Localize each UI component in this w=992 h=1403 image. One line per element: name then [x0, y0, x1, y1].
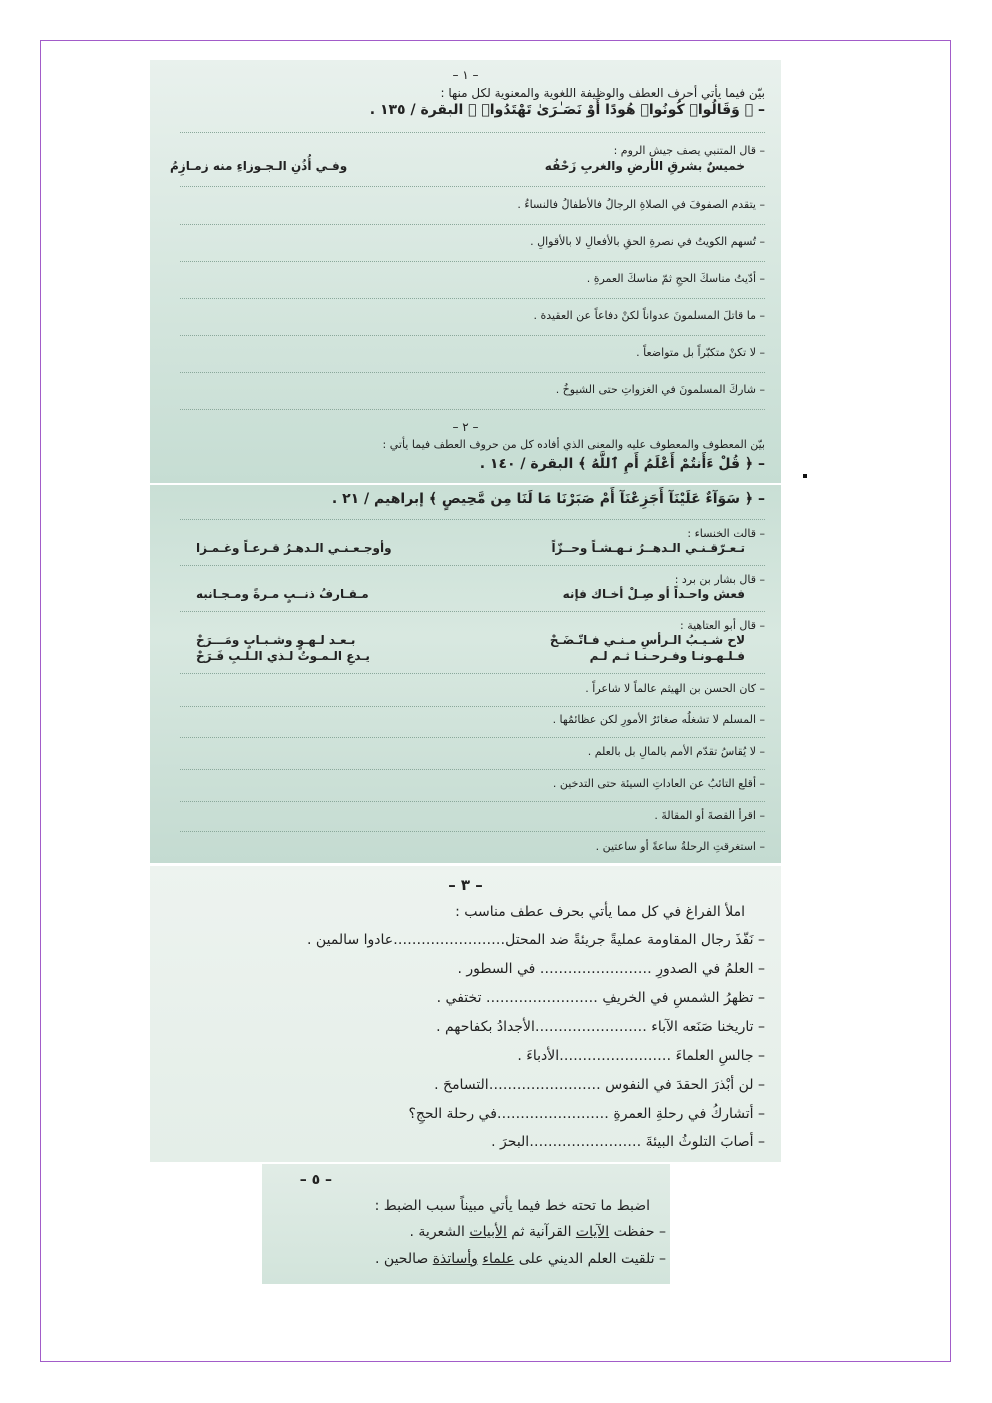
underlined-word: علماء — [482, 1251, 515, 1267]
bullet-mark — [803, 474, 807, 478]
fill-blank[interactable]: …………………… — [393, 932, 506, 948]
s2-item-4: – أقلع التائبُ عن العاداتِ السيئة حتى التدخين . — [552, 777, 765, 790]
mutanabbi-hemistich-2: وفـي أُذُنِ الـجـوزاءِ منه زمـازِمُ — [170, 159, 348, 173]
underlined-word: الآيات — [575, 1224, 610, 1240]
section-3-panel — [150, 866, 781, 1162]
section-1-quran: – ﴿ وَقَالُوا۟ كُونُوا۟ هُودًا أَوْ نَصَـٰرَىٰ تَهْتَدُوا۟ ﴾ البقرة / ١٣٥ . — [369, 102, 765, 118]
s1-item-3: – أدّيتُ مناسكَ الحجِ ثمّ مناسكَ العمرةِ . — [586, 272, 765, 285]
s3-item-4 — [166, 1019, 765, 1035]
khansa-intro: – قالت الخنساء : — [687, 527, 765, 540]
s3-item-tail: التسامحَ . — [434, 1077, 489, 1093]
s3-item-tail: الأدباءَ . — [517, 1048, 560, 1064]
s3-item-tail: في رحلة الحجِ؟ — [408, 1106, 497, 1122]
s5-text: الشعرية . — [409, 1224, 470, 1240]
khansa-hemistich-1: تـعـرّقـنـي الـدهــرُ نـهـشـاً وحــزّاً — [551, 541, 745, 555]
s1-item-2: – تُسهم الكويتُ في نصرةِ الحقِ بالأفعالِ لا بالأقوالِ . — [530, 235, 765, 248]
underlined-word: وأساتذة — [432, 1251, 478, 1267]
answer-line — [180, 409, 765, 410]
s2-item-1: – كان الحسن بن الهيثم عالماً لا شاعراً . — [585, 682, 765, 695]
fill-blank[interactable]: …………………… — [488, 1077, 601, 1093]
answer-line — [180, 769, 765, 770]
s3-item-tail: الأجدادُ بكفاحهم . — [436, 1019, 535, 1035]
s1-item-1: – يتقدم الصفوفَ في الصلاةِ الرجالُ فالأطفالُ فالنساءُ . — [517, 198, 765, 211]
section-5-number: – ٥ – — [299, 1172, 332, 1188]
section-2-quran-1: – ﴿ قُلْ ءَأَنتُمْ أَعْلَمُ أَمِ ٱللَّهُ ﴾ البقرة / ١٤٠ . — [479, 456, 765, 472]
mutanabbi-hemistich-1: خميسٌ بشرقِ الأرضِ والغربِ زَحْفُه — [544, 159, 745, 173]
s5-item-1 — [278, 1224, 666, 1240]
answer-line — [180, 132, 765, 133]
answer-line — [180, 298, 765, 299]
answer-line — [180, 706, 765, 707]
s3-item-2 — [166, 961, 765, 977]
fill-blank[interactable]: …………………… — [534, 1019, 647, 1035]
s3-item-text: – أتشاركُ في رحلةِ العمرةِ — [613, 1106, 765, 1122]
answer-line — [180, 737, 765, 738]
underlined-word: الأبيات — [469, 1224, 507, 1240]
s3-item-text: – تظهرُ الشمسِ في الخريفِ — [602, 990, 765, 1006]
s2-item-6: – استغرقتِ الرحلةُ ساعةً أو ساعتين . — [595, 840, 765, 853]
s3-item-text: – أصابَ التلوثُ البيئةَ — [645, 1134, 765, 1150]
answer-line — [180, 831, 765, 832]
s1-item-6: – شاركَ المسلمونَ في الغزواتِ حتى الشيوخُ . — [555, 383, 765, 396]
answer-line — [180, 565, 765, 566]
section-2-panel — [150, 485, 781, 863]
s3-item-3 — [166, 990, 765, 1006]
answer-line — [180, 335, 765, 336]
answer-line — [180, 372, 765, 373]
section-5-panel — [262, 1164, 670, 1284]
s3-item-tail: تختفي . — [436, 990, 482, 1006]
section-2-number: – ٢ – — [452, 420, 479, 434]
section-2-instruction: بيّن المعطوف والمعطوف عليه والمعنى الذي أفاده كل من حروف العطف فيما يأتي : — [382, 438, 765, 451]
fill-blank[interactable]: …………………… — [539, 961, 652, 977]
s5-text: القرآنية ثم — [506, 1224, 576, 1240]
s3-item-8 — [166, 1134, 765, 1150]
s1-item-5: – لا تكنْ متكبّراً بل متواضعاً . — [636, 346, 765, 359]
atahiya-hemistich-2: بـعـد لـهـوٍ وشـبـابٍ ومَـــرَحْ — [196, 633, 356, 647]
atahiya-hemistich-1: لاح شـيـبُ الـرأسِ مـنـي فـاتّـضَـحْ — [549, 633, 745, 647]
khansa-hemistich-2: وأوجـعـنـي الـدهـرُ قـرعـاً وغـمـزا — [196, 541, 392, 555]
s5-item-2 — [278, 1251, 666, 1267]
s3-item-text: – العلمُ في الصدورِ — [656, 961, 765, 977]
answer-line — [180, 186, 765, 187]
bashar-hemistich-2: مـقـارفُ ذنــبٍ مـرةً ومـجـانبه — [196, 587, 369, 601]
s3-item-5 — [166, 1048, 765, 1064]
s3-item-tail: البحرَ . — [491, 1134, 530, 1150]
s5-text: – حفظت — [609, 1224, 666, 1240]
section-1-panel — [150, 60, 781, 483]
fill-blank[interactable]: …………………… — [559, 1048, 672, 1064]
section-1-number: – ١ – — [452, 68, 479, 82]
s3-item-1 — [166, 932, 765, 948]
atahiya-hemistich-4: يـدعِ الـمـوتُ لـذي الـلـبِ فَـرَحْ — [196, 649, 370, 663]
s3-item-text: – تاريخنا صَنَعه الآباء — [651, 1019, 765, 1035]
s2-item-5: – اقرأ القصةَ أو المقالةَ . — [654, 809, 765, 822]
section-5-instruction: اضبط ما تحته خط فيما يأتي مبيناً سبب الضبط : — [374, 1198, 650, 1214]
fill-blank[interactable]: …………………… — [529, 1134, 642, 1150]
answer-line — [180, 673, 765, 674]
answer-line — [180, 224, 765, 225]
s5-text: صالحين . — [375, 1251, 433, 1267]
s3-item-7 — [166, 1106, 765, 1122]
section-2-quran-2: – ﴿ سَوَآءٌ عَلَيْنَآ أَجَزِعْنَآ أَمْ صَبَرْنَا مَا لَنَا مِن مَّحِيصٍ ﴾ إبراهيم / ٢١ . — [331, 491, 765, 507]
answer-line — [180, 519, 765, 520]
atahiya-intro: – قال أبو العتاهية : — [680, 619, 765, 632]
bashar-intro: – قال بشار بن برد : — [674, 573, 765, 586]
mutanabbi-intro: – قال المتنبي يصف جيش الروم : — [613, 144, 765, 157]
s1-item-4: – ما قاتلَ المسلمونَ عدواناً لكنْ دفاعاً عن العقيدة . — [533, 309, 765, 322]
s3-item-text: – جالسِ العلماءَ — [675, 1048, 765, 1064]
section-3-instruction: املأ الفراغ في كل مما يأتي بحرف عطف مناسب : — [455, 904, 745, 920]
s2-item-3: – لا يُقاسُ تقدّم الأمم بالمالِ بل بالعلم . — [587, 745, 765, 758]
atahiya-hemistich-3: فـلـهـونـا وفـرحـنـا ثـم لـم — [589, 649, 745, 663]
s3-item-tail: في السطور . — [457, 961, 536, 977]
answer-line — [180, 261, 765, 262]
answer-line — [180, 801, 765, 802]
fill-blank[interactable]: …………………… — [496, 1106, 609, 1122]
s3-item-6 — [166, 1077, 765, 1093]
section-1-instruction: بيّن فيما يأتي أحرف العطف والوظيفة اللغوية والمعنوية لكل منها : — [440, 86, 765, 100]
s5-text: – تلقيت العلم الديني على — [514, 1251, 666, 1267]
section-3-number: – ٣ – — [448, 876, 483, 894]
answer-line — [180, 611, 765, 612]
s2-item-2: – المسلم لا تشغلُه صغائرُ الأمورِ لكن عظائمُها . — [552, 713, 765, 726]
bashar-hemistich-1: فعش واحـداً أو صِـلْ أخـاك فإنه — [562, 587, 745, 601]
s3-item-text: – نَفّذَ رجال المقاومة عمليةً جريئةً ضد المحتل — [505, 932, 765, 948]
fill-blank[interactable]: …………………… — [485, 990, 598, 1006]
s3-item-tail: عادوا سالمين . — [307, 932, 394, 948]
s3-item-text: – لن أبْذرَ الحقدَ في النفوس — [605, 1077, 765, 1093]
